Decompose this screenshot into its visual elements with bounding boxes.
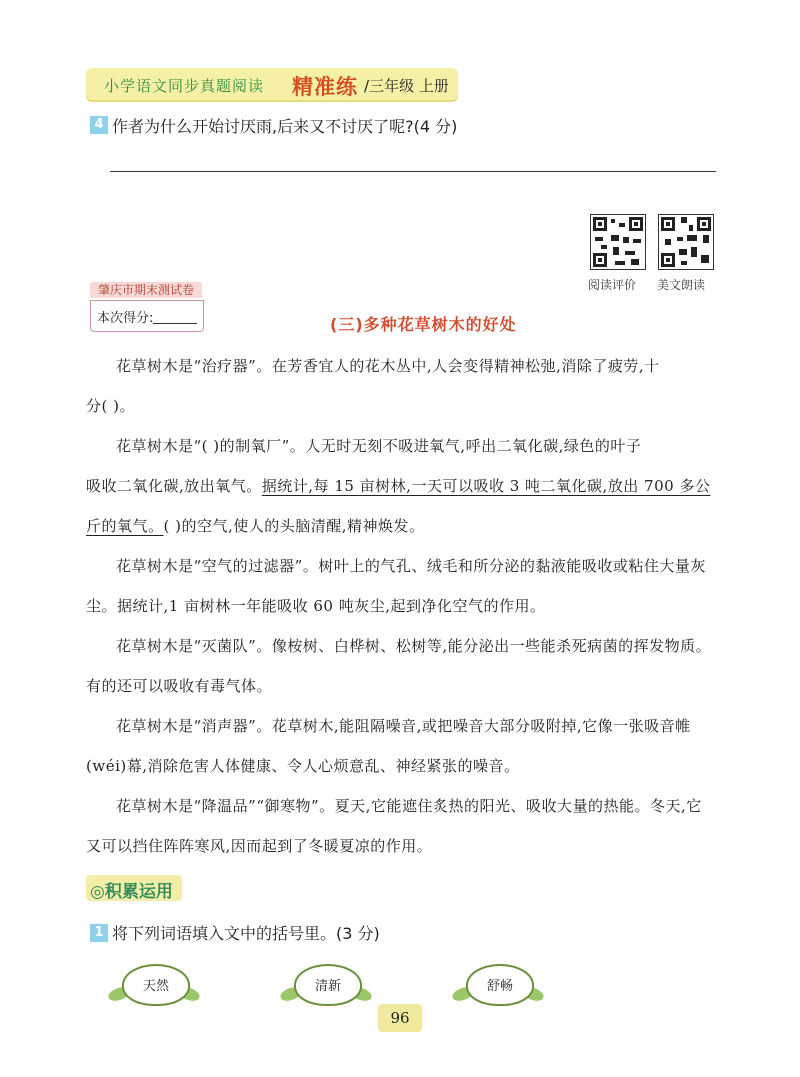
paragraph-line: 花草树木是“灭菌队”。像桉树、白桦树、松树等,能分泌出一些能杀死病菌的挥发物质。 <box>116 637 712 655</box>
word-bubble <box>466 964 534 1006</box>
word-card-1 <box>112 962 196 1012</box>
paragraph-5 <box>86 706 720 786</box>
paragraph-line: 花草树木是“( )的制氧厂”。人无时无刻不吸进氧气,呼出二氧化碳,绿色的叶子 <box>116 437 642 455</box>
brand-title: 精准练 <box>292 75 358 99</box>
test-source-tag: 肇庆市期末测试卷 <box>90 282 202 298</box>
qr-label-reading: 美文朗读 <box>657 278 706 292</box>
question-4-text: 作者为什么开始讨厌雨,后来又不讨厌了呢?(4 分) <box>112 117 458 136</box>
question-number-badge: 1 <box>90 924 108 942</box>
word-text: 天然 <box>142 979 169 994</box>
word-card-2 <box>284 962 368 1012</box>
word-card-3 <box>456 962 540 1012</box>
paragraph-line: 花草树木是“治疗器”。在芳香宜人的花木丛中,人会变得精神松弛,消除了疲劳,十 <box>116 357 660 375</box>
word-text: 清新 <box>314 979 341 994</box>
paragraph-line: 花草树木是“消声器”。花草树木,能阻隔噪音,或把噪音大部分吸附掉,它像一张吸音帷 <box>116 717 691 735</box>
paragraph-line <box>86 466 720 546</box>
page-number: 96 <box>378 1004 422 1032</box>
underlined-sentence: 据统计,每 15 亩树林,一天可以吸收 3 吨二氧化碳,放出 700 多公斤的氧气。 <box>86 477 711 535</box>
score-box <box>90 300 204 332</box>
answer-line <box>110 171 716 172</box>
section-header <box>86 875 182 901</box>
grade-label: /三年级 上册 <box>364 77 449 95</box>
qr-pattern-icon <box>591 215 645 269</box>
paragraph-line: 又可以挡住阵阵寒风,因而起到了冬暖夏凉的作用。 <box>86 837 433 855</box>
paragraph-line: 有的还可以吸收有毒气体。 <box>86 677 273 695</box>
qr-code-evaluation[interactable] <box>590 214 646 270</box>
question-number-badge: 4 <box>90 116 108 134</box>
paragraph-6 <box>86 786 720 866</box>
header-banner <box>86 68 458 102</box>
qr-pattern-icon <box>659 215 713 269</box>
paragraph-1 <box>86 346 720 426</box>
word-text: 舒畅 <box>486 979 513 994</box>
series-title: 小学语文同步真题阅读 <box>104 77 265 95</box>
article-title: (三)多种花草树木的好处 <box>330 315 517 334</box>
score-label: 本次得分: <box>97 311 154 326</box>
word-bubble <box>294 964 362 1006</box>
paragraph-line: (wéi)幕,消除危害人体健康、令人心烦意乱、神经紧张的噪音。 <box>86 757 520 775</box>
paragraph-text: ( )的空气,使人的头脑清醒,精神焕发。 <box>163 517 425 535</box>
section-label: ◎积累运用 <box>90 882 173 902</box>
paragraph-line: 分( )。 <box>86 397 135 415</box>
word-bubble <box>122 964 190 1006</box>
question-1-text: 将下列词语填入文中的括号里。(3 分) <box>112 924 380 943</box>
paragraph-text: 吸收二氧化碳,放出氧气。 <box>86 477 262 495</box>
paragraph-line: 尘。据统计,1 亩树林一年能吸收 60 吨灰尘,起到净化空气的作用。 <box>86 597 546 615</box>
paragraph-3 <box>86 546 720 626</box>
paragraph-line: 花草树木是“空气的过滤器”。树叶上的气孔、绒毛和所分泌的黏液能吸收或粘住大量灰 <box>116 557 706 575</box>
paragraph-line: 花草树木是“降温品”“御寒物”。夏天,它能遮住炙热的阳光、吸收大量的热能。冬天,它 <box>116 797 702 815</box>
paragraph-4 <box>86 626 720 706</box>
qr-code-reading[interactable] <box>658 214 714 270</box>
grade-text: 三年级 上册 <box>369 77 449 95</box>
qr-label-evaluation: 阅读评价 <box>588 278 637 292</box>
score-blank <box>153 323 197 324</box>
paragraph-2 <box>86 426 720 546</box>
